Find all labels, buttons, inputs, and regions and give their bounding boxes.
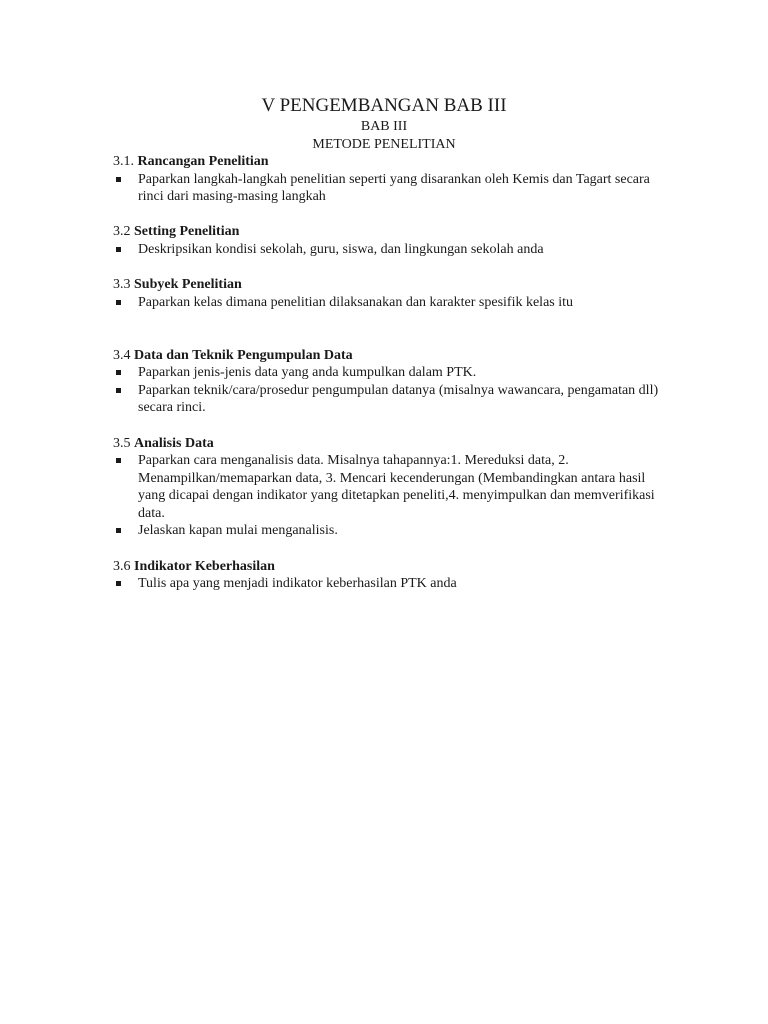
section-heading [113, 223, 673, 241]
bullet-item: Paparkan teknik/cara/prosedur pengumpulan datanya (misalnya wawancara, pengamatan dll) secara rinci. [113, 382, 673, 417]
section-heading [113, 347, 673, 365]
section-title: Data dan Teknik Pengumpulan Data [134, 347, 353, 363]
bullet-item: Paparkan langkah-langkah penelitian seperti yang disarankan oleh Kemis dan Tagart secara rinci dari masing-masing langkah [113, 171, 673, 206]
section-heading [113, 558, 673, 576]
spacer [113, 417, 673, 435]
bullet-list [113, 364, 673, 417]
document-title: V PENGEMBANGAN BAB III [261, 95, 507, 116]
section-setting-penelitian [113, 223, 673, 258]
bullet-item: Paparkan kelas dimana penelitian dilaksanakan dan karakter spesifik kelas itu [113, 294, 673, 312]
spacer [113, 311, 673, 346]
section-heading [113, 435, 673, 453]
section-number: 3.6 [113, 558, 131, 574]
section-number: 3.1. [113, 154, 134, 169]
bullet-item: Tulis apa yang menjadi indikator keberhasilan PTK anda [113, 575, 673, 593]
spacer [113, 259, 673, 277]
bullet-item: Paparkan cara menganalisis data. Misalnya tahapannya:1. Mereduksi data, 2. Menampilkan/memaparkan data, 3. Mencari kecenderungan (Membandingkan antara hasil yang dicapai dengan indikator yang ditetapkan peneliti,4. menyimpulkan dan memverifikasi data. [113, 452, 673, 522]
section-title: Rancangan Penelitian [137, 154, 269, 169]
section-rancangan-penelitian [113, 153, 673, 206]
section-indikator-keberhasilan [113, 558, 673, 593]
bullet-list [113, 171, 673, 206]
bullet-item: Deskripsikan kondisi sekolah, guru, siswa, dan lingkungan sekolah anda [113, 241, 673, 259]
bullet-item: Jelaskan kapan mulai menganalisis. [113, 522, 673, 540]
bullet-list [113, 575, 673, 593]
document-body [113, 153, 673, 593]
section-title: Indikator Keberhasilan [134, 558, 275, 574]
spacer [113, 206, 673, 224]
bullet-item: Paparkan jenis-jenis data yang anda kumpulkan dalam PTK. [113, 364, 673, 382]
section-number: 3.2 [113, 224, 131, 240]
section-data-dan-teknik [113, 347, 673, 417]
section-number: 3.4 [113, 347, 131, 363]
bullet-list [113, 452, 673, 540]
chapter-title: METODE PENELITIAN [312, 137, 456, 152]
section-number: 3.3 [113, 277, 131, 293]
section-title: Analisis Data [134, 435, 214, 451]
section-title: Setting Penelitian [134, 224, 240, 240]
section-heading [113, 276, 673, 294]
spacer [113, 540, 673, 558]
section-heading [113, 153, 673, 171]
chapter-label: BAB III [360, 119, 408, 134]
section-analisis-data [113, 435, 673, 541]
bullet-list [113, 294, 673, 312]
section-number: 3.5 [113, 435, 131, 451]
section-subyek-penelitian [113, 276, 673, 311]
section-title: Subyek Penelitian [134, 277, 242, 293]
bullet-list [113, 241, 673, 259]
